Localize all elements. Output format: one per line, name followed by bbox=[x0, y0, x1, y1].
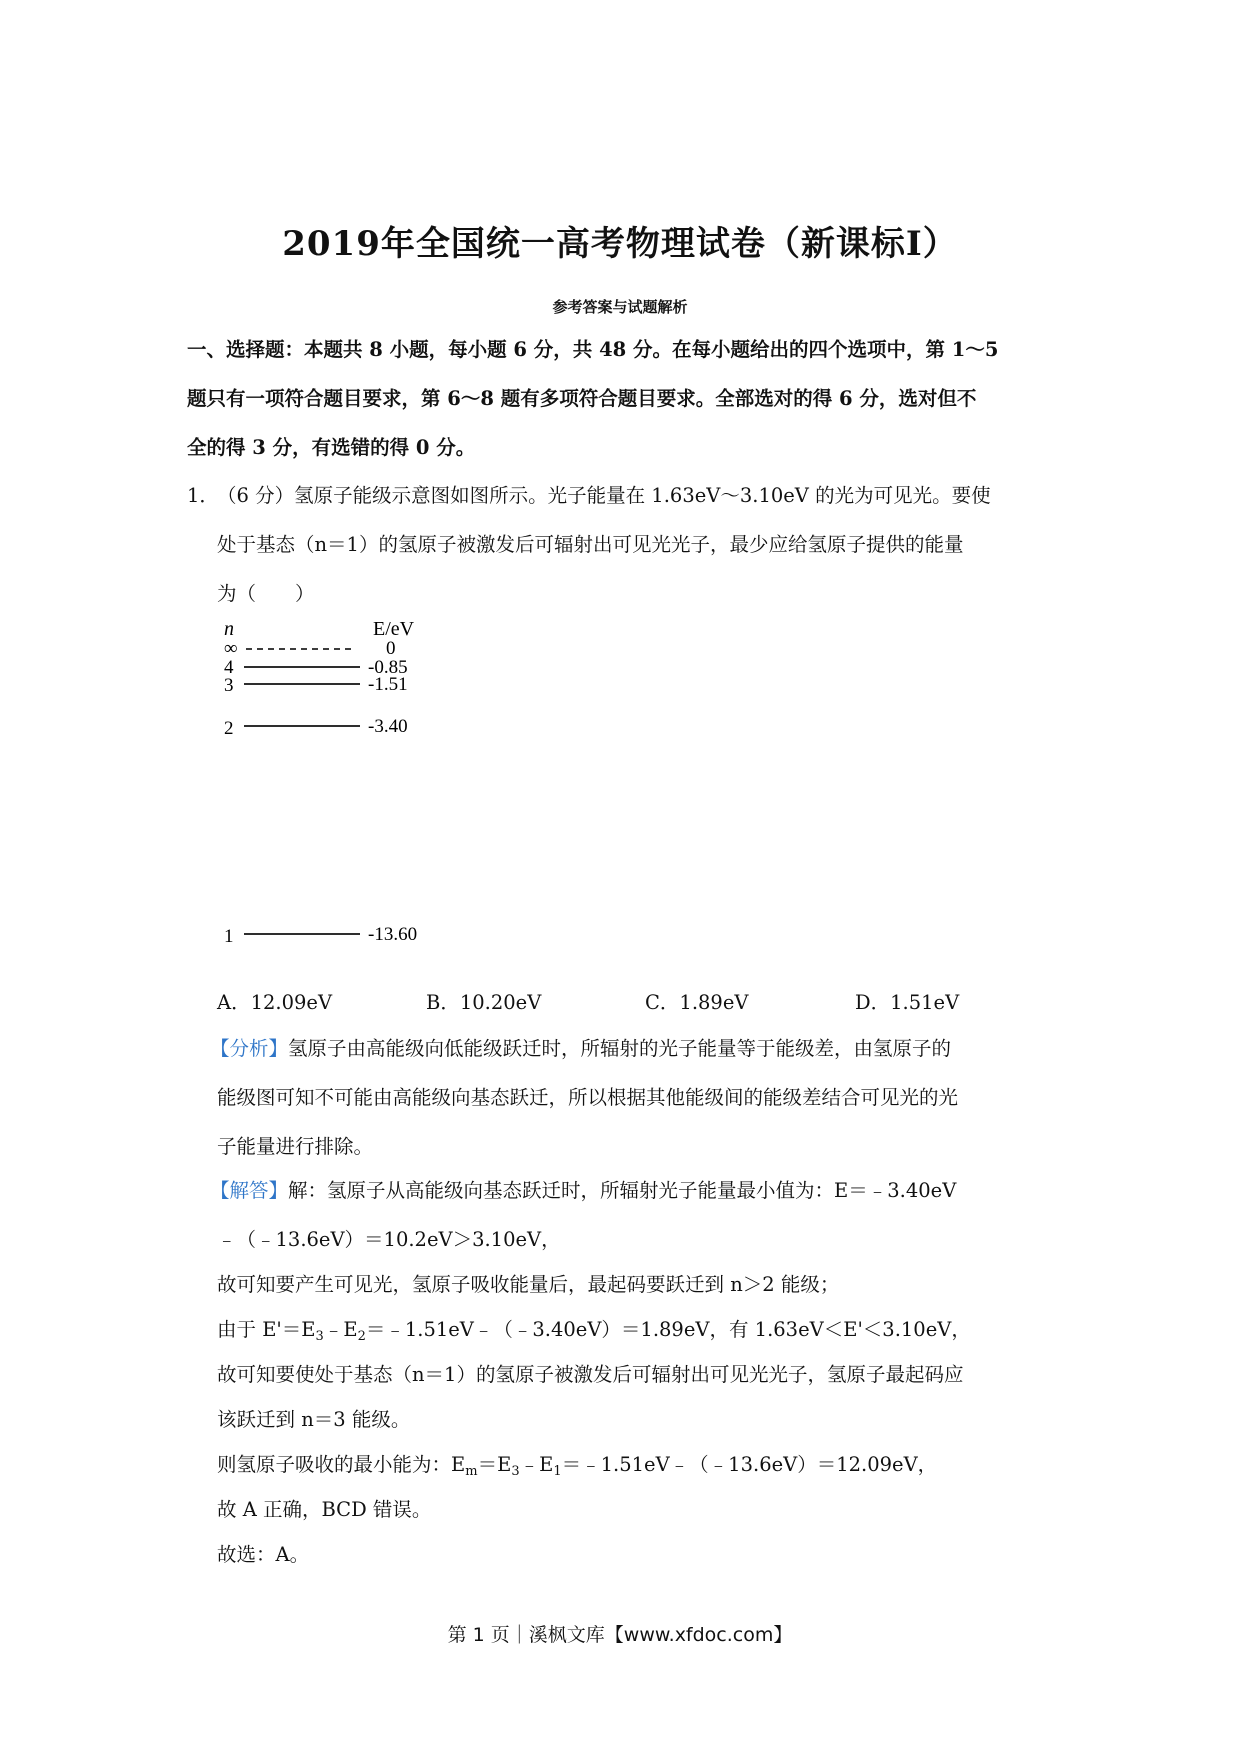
diagram-energy-label: E/eV bbox=[373, 618, 415, 640]
energy-level-diagram bbox=[210, 610, 440, 955]
question-number: 1． bbox=[187, 484, 219, 507]
section-heading-line-2: 题只有一项符合题目要求，第 6～8 题有多项符合题目要求。全部选对的得 6 分，选对但不 bbox=[187, 387, 977, 410]
answer-line-2: ﹣（﹣13.6eV）＝10.2eV＞3.10eV， bbox=[217, 1228, 561, 1251]
analysis-line-2: 能级图可知不可能由高能级向基态跃迁，所以根据其他能级间的能级差结合可见光的光 bbox=[217, 1086, 959, 1109]
option-c: C．1.89eV bbox=[645, 991, 749, 1014]
level-1-energy: -13.60 bbox=[368, 924, 418, 945]
answer-line-3: 故可知要产生可见光，氢原子吸收能量后，最起码要跃迁到 n＞2 能级； bbox=[217, 1273, 840, 1296]
level-inf-energy: 0 bbox=[386, 638, 396, 659]
option-a: A．12.09eV bbox=[217, 991, 333, 1014]
answer-line-5: 故可知要使处于基态（n＝1）的氢原子被激发后可辐射出可见光光子，氢原子最起码应 bbox=[217, 1363, 964, 1386]
level-4-n: 4 bbox=[224, 657, 234, 678]
question-line-3: 为（ ） bbox=[217, 582, 315, 605]
level-2-n: 2 bbox=[224, 718, 234, 739]
answer-line-8: 故 A 正确，BCD 错误。 bbox=[217, 1498, 432, 1521]
level-4-energy: -0.85 bbox=[368, 657, 408, 678]
page-title: 2019年全国统一高考物理试卷（新课标Ⅰ） bbox=[282, 224, 958, 264]
analysis-tag: 【分析】 bbox=[210, 1037, 289, 1060]
answer-line-7: 则氢原子吸收的最小能为：$E_m=E_3﹣E_1=﹣1.51eV﹣(﹣13.6eV)=12.09eV$， bbox=[217, 1453, 938, 1479]
answer-line-9: 故选：A。 bbox=[217, 1543, 310, 1566]
level-3-n: 3 bbox=[224, 675, 234, 696]
option-b: B．10.20eV bbox=[426, 991, 542, 1014]
question-line-1: （6 分）氢原子能级示意图如图所示。光子能量在 1.63eV～3.10eV 的光为可见光。要使 bbox=[217, 484, 991, 507]
option-d: D．1.51eV bbox=[855, 991, 960, 1014]
level-inf-n: ∞ bbox=[224, 638, 238, 659]
section-heading-line-1: 一、选择题：本题共 8 小题，每小题 6 分，共 48 分。在每小题给出的四个选项中，第 1～5 bbox=[187, 338, 999, 361]
diagram-n-label: n bbox=[224, 618, 234, 640]
section-heading-line-3: 全的得 3 分，有选错的得 0 分。 bbox=[187, 436, 476, 459]
answer-line-6: 该跃迁到 n＝3 能级。 bbox=[217, 1408, 411, 1431]
level-2-energy: -3.40 bbox=[368, 716, 408, 737]
question-line-2: 处于基态（n＝1）的氢原子被激发后可辐射出可见光光子，最少应给氢原子提供的能量 bbox=[217, 533, 964, 556]
answer-line-1: 【解答】解：氢原子从高能级向基态跃迁时，所辐射光子能量最小值为：E＝﹣3.40eV bbox=[210, 1179, 957, 1202]
analysis-line-3: 子能量进行排除。 bbox=[217, 1135, 374, 1158]
level-1-n: 1 bbox=[224, 926, 234, 947]
page-subtitle: 参考答案与试题解析 bbox=[552, 298, 688, 316]
page-footer: 第 1 页｜溪枫文库【www.xfdoc.com】 bbox=[447, 1624, 793, 1646]
level-3-energy: -1.51 bbox=[368, 674, 408, 695]
analysis-line-1: 【分析】氢原子由高能级向低能级跃迁时，所辐射的光子能量等于能级差，由氢原子的 bbox=[210, 1037, 952, 1060]
answer-line-4: 由于 $E'=E_3﹣E_2=﹣1.51eV﹣(﹣3.40eV)=1.89eV$，有 1.63eV＜E'＜3.10eV， bbox=[217, 1318, 971, 1344]
answer-tag: 【解答】 bbox=[210, 1179, 289, 1202]
